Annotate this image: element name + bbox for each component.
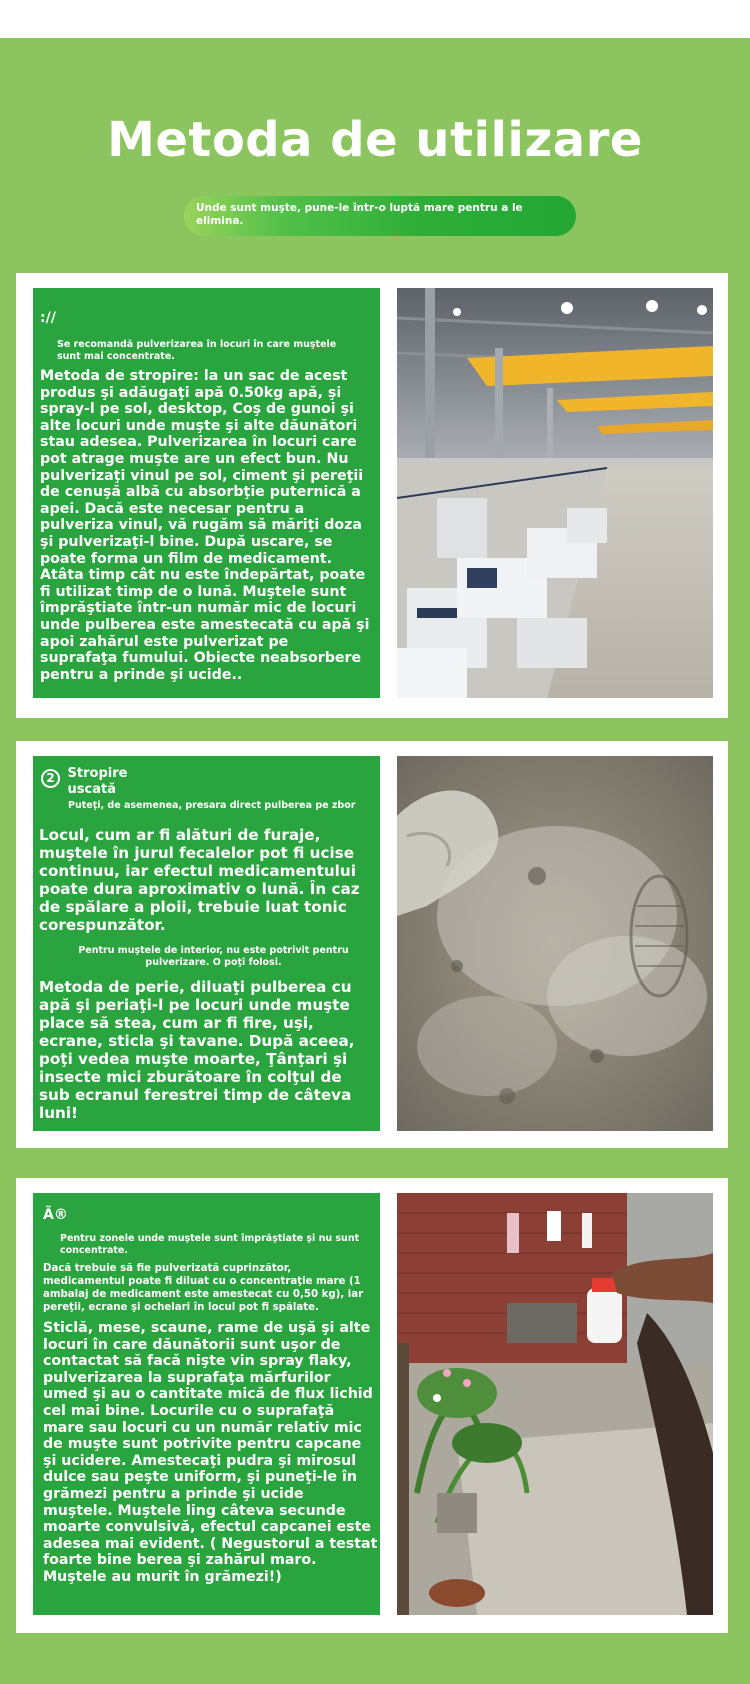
factory-photo bbox=[397, 288, 713, 698]
section-marker: Ã® bbox=[43, 1207, 68, 1223]
section-card-1 bbox=[16, 273, 728, 718]
section-detail: Dacă trebuie să fie pulverizată cuprinzător, medicamentul poate fi diluat cu o concentraţie mare (1 ambalaj de medicament este amestecat cu 0,50 kg), iar pereţii, ecrane şi ochelari în locul pot fi spălate. bbox=[43, 1263, 364, 1313]
section-marker: :// bbox=[40, 310, 56, 326]
page-title: Metoda de utilizare bbox=[107, 112, 643, 168]
section-note: Puteţi, de asemenea, presara direct pulberea pe zbor bbox=[68, 800, 356, 811]
number-badge: 2 bbox=[41, 769, 60, 788]
section-heading bbox=[41, 766, 127, 798]
section-note: Pentru zonele unde muştele sunt împrăştiate şi nu sunt concentrate. bbox=[60, 1233, 360, 1256]
section-card-2 bbox=[16, 741, 728, 1148]
text-panel bbox=[33, 1193, 380, 1615]
section-note: Se recomandă pulverizarea în locuri în care muştele sunt mai concentrate. bbox=[57, 339, 337, 362]
text-panel bbox=[33, 756, 380, 1131]
section-card-3 bbox=[16, 1178, 728, 1633]
section-body-1: Locul, cum ar fi alături de furaje, muştele în jurul fecalelor pot fi ucise continuu, iar efectul medicamentului poate dura aproximativ o lună. În caz de spălare a ploii, trebuie luat tonic corespunzător. bbox=[39, 826, 360, 934]
heading-line-2: uscată bbox=[67, 782, 116, 797]
courtyard-spray-photo bbox=[397, 1193, 713, 1615]
subtitle-banner: Unde sunt muşte, pune-le într-o luptă mare pentru a le elimina. bbox=[184, 196, 576, 236]
text-panel bbox=[33, 288, 380, 698]
heading-line-1: Stropire bbox=[67, 766, 128, 781]
section-note-2: Pentru muştele de interior, nu este potrivit pentru pulverizare. O poţi folosi. bbox=[78, 945, 349, 968]
section-body: Sticlă, mese, scaune, rame de uşă şi alte locuri în care dăunătorii sunt uşor de contactat să facă nişte vin spray flaky, pulverizarea la suprafaţa mărfurilor umed şi au o cantitate mică de flux lichid cel mai bine. Locurile cu o suprafaţă mare sau locuri cu un număr relativ mic de muşte sunt potrivite pentru capcane şi ucidere. Amestecaţi pudra şi mirosul dulce sau peşte uniform, şi puneţi-le în grămezi pentru a prinde şi ucide muştele. Muştele ling câteva secunde moarte convulsivă, efectul capcanei este adesea mai evident. ( Negustorul a testat foarte bine berea şi zahărul maro. Muştele au murit în grămezi!) bbox=[43, 1320, 378, 1585]
powder-floor-photo bbox=[397, 756, 713, 1131]
section-body: Metoda de stropire: la un sac de acest produs şi adăugaţi apă 0.50kg apă, şi spray-l pe sol, desktop, Coş de gunoi şi alte locuri unde muşte şi alte dăunători stau adesea. Pulverizarea în locuri care pot atrage muşte are un efect bun. Nu pulverizaţi vinul pe sol, ciment şi pereţii de cenuşă albă cu absorbţie puternică a apei. Dacă este necesar pentru a pulveriza vinul, vă rugăm să măriţi doza şi pulverizaţi-l bine. După uscare, se poate forma un film de medicament. Atâta timp cât nu este îndepărtat, poate fi utilizat timp de o lună. Muştele sunt împrăştiate într-un număr mic de locuri unde pulberea este amestecată cu apă şi apoi zahărul este pulverizat pe suprafaţa fumului. Obiecte neabsorbere pentru a prinde şi ucide.. bbox=[40, 368, 370, 683]
section-body-2: Metoda de perie, diluaţi pulberea cu apă şi periaţi-l pe locuri unde muşte place să stea, cum ar fi fire, uşi, ecrane, sticla şi tavane. După aceea, poţi vedea muşte moarte, Ţânţari şi insecte mici zburătoare în colţul de sub ecranul ferestrei timp de câteva luni! bbox=[39, 978, 355, 1122]
